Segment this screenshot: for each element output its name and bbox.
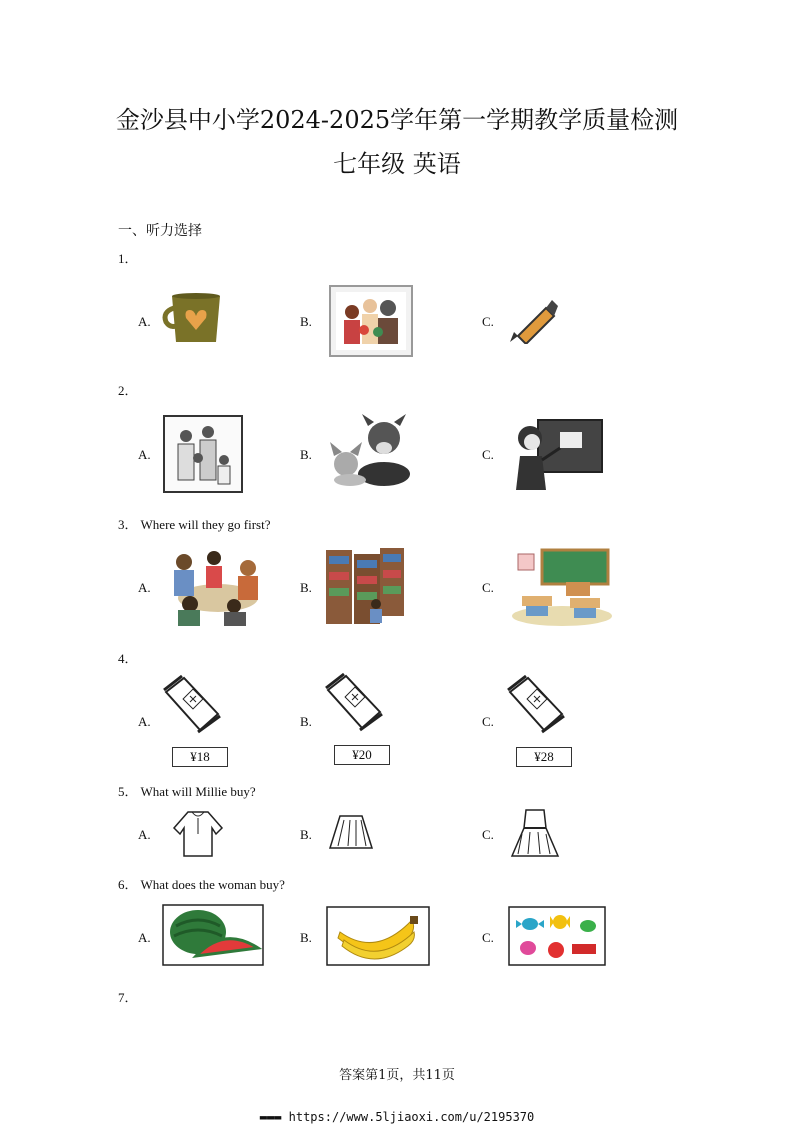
- dress-picture: [508, 806, 562, 860]
- question-text: Where will they go first?: [140, 517, 271, 532]
- teacher-picture: [508, 414, 604, 492]
- option-c[interactable]: C.: [482, 580, 494, 595]
- dogs-picture: [324, 412, 418, 492]
- question-3: [118, 514, 271, 533]
- option-a[interactable]: A.: [138, 714, 151, 729]
- page-subtitle: 七年级 英语: [333, 150, 461, 178]
- question-1: [118, 248, 138, 267]
- mug-picture: [162, 290, 230, 348]
- question-6: [118, 874, 285, 893]
- question-4: [118, 648, 138, 667]
- option-c[interactable]: C.: [482, 314, 494, 329]
- bananas-picture: [326, 906, 430, 966]
- question-5: [118, 781, 256, 800]
- question-7: [118, 987, 138, 1006]
- family-photo-picture: [328, 284, 414, 358]
- option-b[interactable]: B.: [300, 447, 312, 462]
- price-tag-a: ¥18: [172, 747, 228, 767]
- option-a[interactable]: A.: [138, 930, 151, 945]
- option-b[interactable]: B.: [300, 827, 312, 842]
- question-number: 6．: [118, 877, 138, 892]
- option-a[interactable]: A.: [138, 580, 151, 595]
- pen-picture: [508, 296, 560, 344]
- option-b[interactable]: B.: [300, 930, 312, 945]
- candies-picture: [508, 906, 606, 966]
- question-text: What does the woman buy?: [140, 877, 285, 892]
- option-b[interactable]: B.: [300, 714, 312, 729]
- price-tag-b: ¥20: [334, 745, 390, 765]
- question-number: 4．: [118, 651, 138, 666]
- skirt-picture: [326, 812, 376, 852]
- option-c[interactable]: C.: [482, 714, 494, 729]
- classroom-picture: [508, 546, 616, 628]
- option-a[interactable]: A.: [138, 447, 151, 462]
- question-number: 7．: [118, 990, 138, 1005]
- option-c[interactable]: C.: [482, 447, 494, 462]
- question-2: [118, 380, 138, 399]
- option-b[interactable]: B.: [300, 314, 312, 329]
- question-text: What will Millie buy?: [140, 784, 256, 799]
- option-a[interactable]: A.: [138, 827, 151, 842]
- question-number: 3．: [118, 517, 138, 532]
- question-number: 1．: [118, 251, 138, 266]
- library-picture: [324, 546, 406, 628]
- option-c[interactable]: C.: [482, 930, 494, 945]
- watermark-link[interactable]: ▬▬▬ https://www.5ljiaoxi.com/u/2195370: [259, 1110, 535, 1124]
- option-b[interactable]: B.: [300, 580, 312, 595]
- snack-bag-picture: [504, 674, 568, 738]
- question-number: 5．: [118, 784, 138, 799]
- family-portrait-picture: [162, 414, 244, 494]
- snack-bag-picture: [322, 672, 386, 736]
- snack-bag-picture: [160, 674, 224, 738]
- question-number: 2．: [118, 383, 138, 398]
- page-footer: 答案第1页，共11页: [339, 1068, 455, 1083]
- watermelon-picture: [162, 904, 264, 966]
- price-tag-c: ¥28: [516, 747, 572, 767]
- blouse-picture: [170, 808, 226, 860]
- section-title: 一、听力选择: [118, 223, 202, 239]
- option-a[interactable]: A.: [138, 314, 151, 329]
- page-title: 金沙县中小学2024-2025学年第一学期教学质量检测: [115, 106, 679, 134]
- option-c[interactable]: C.: [482, 827, 494, 842]
- meeting-picture: [164, 548, 266, 628]
